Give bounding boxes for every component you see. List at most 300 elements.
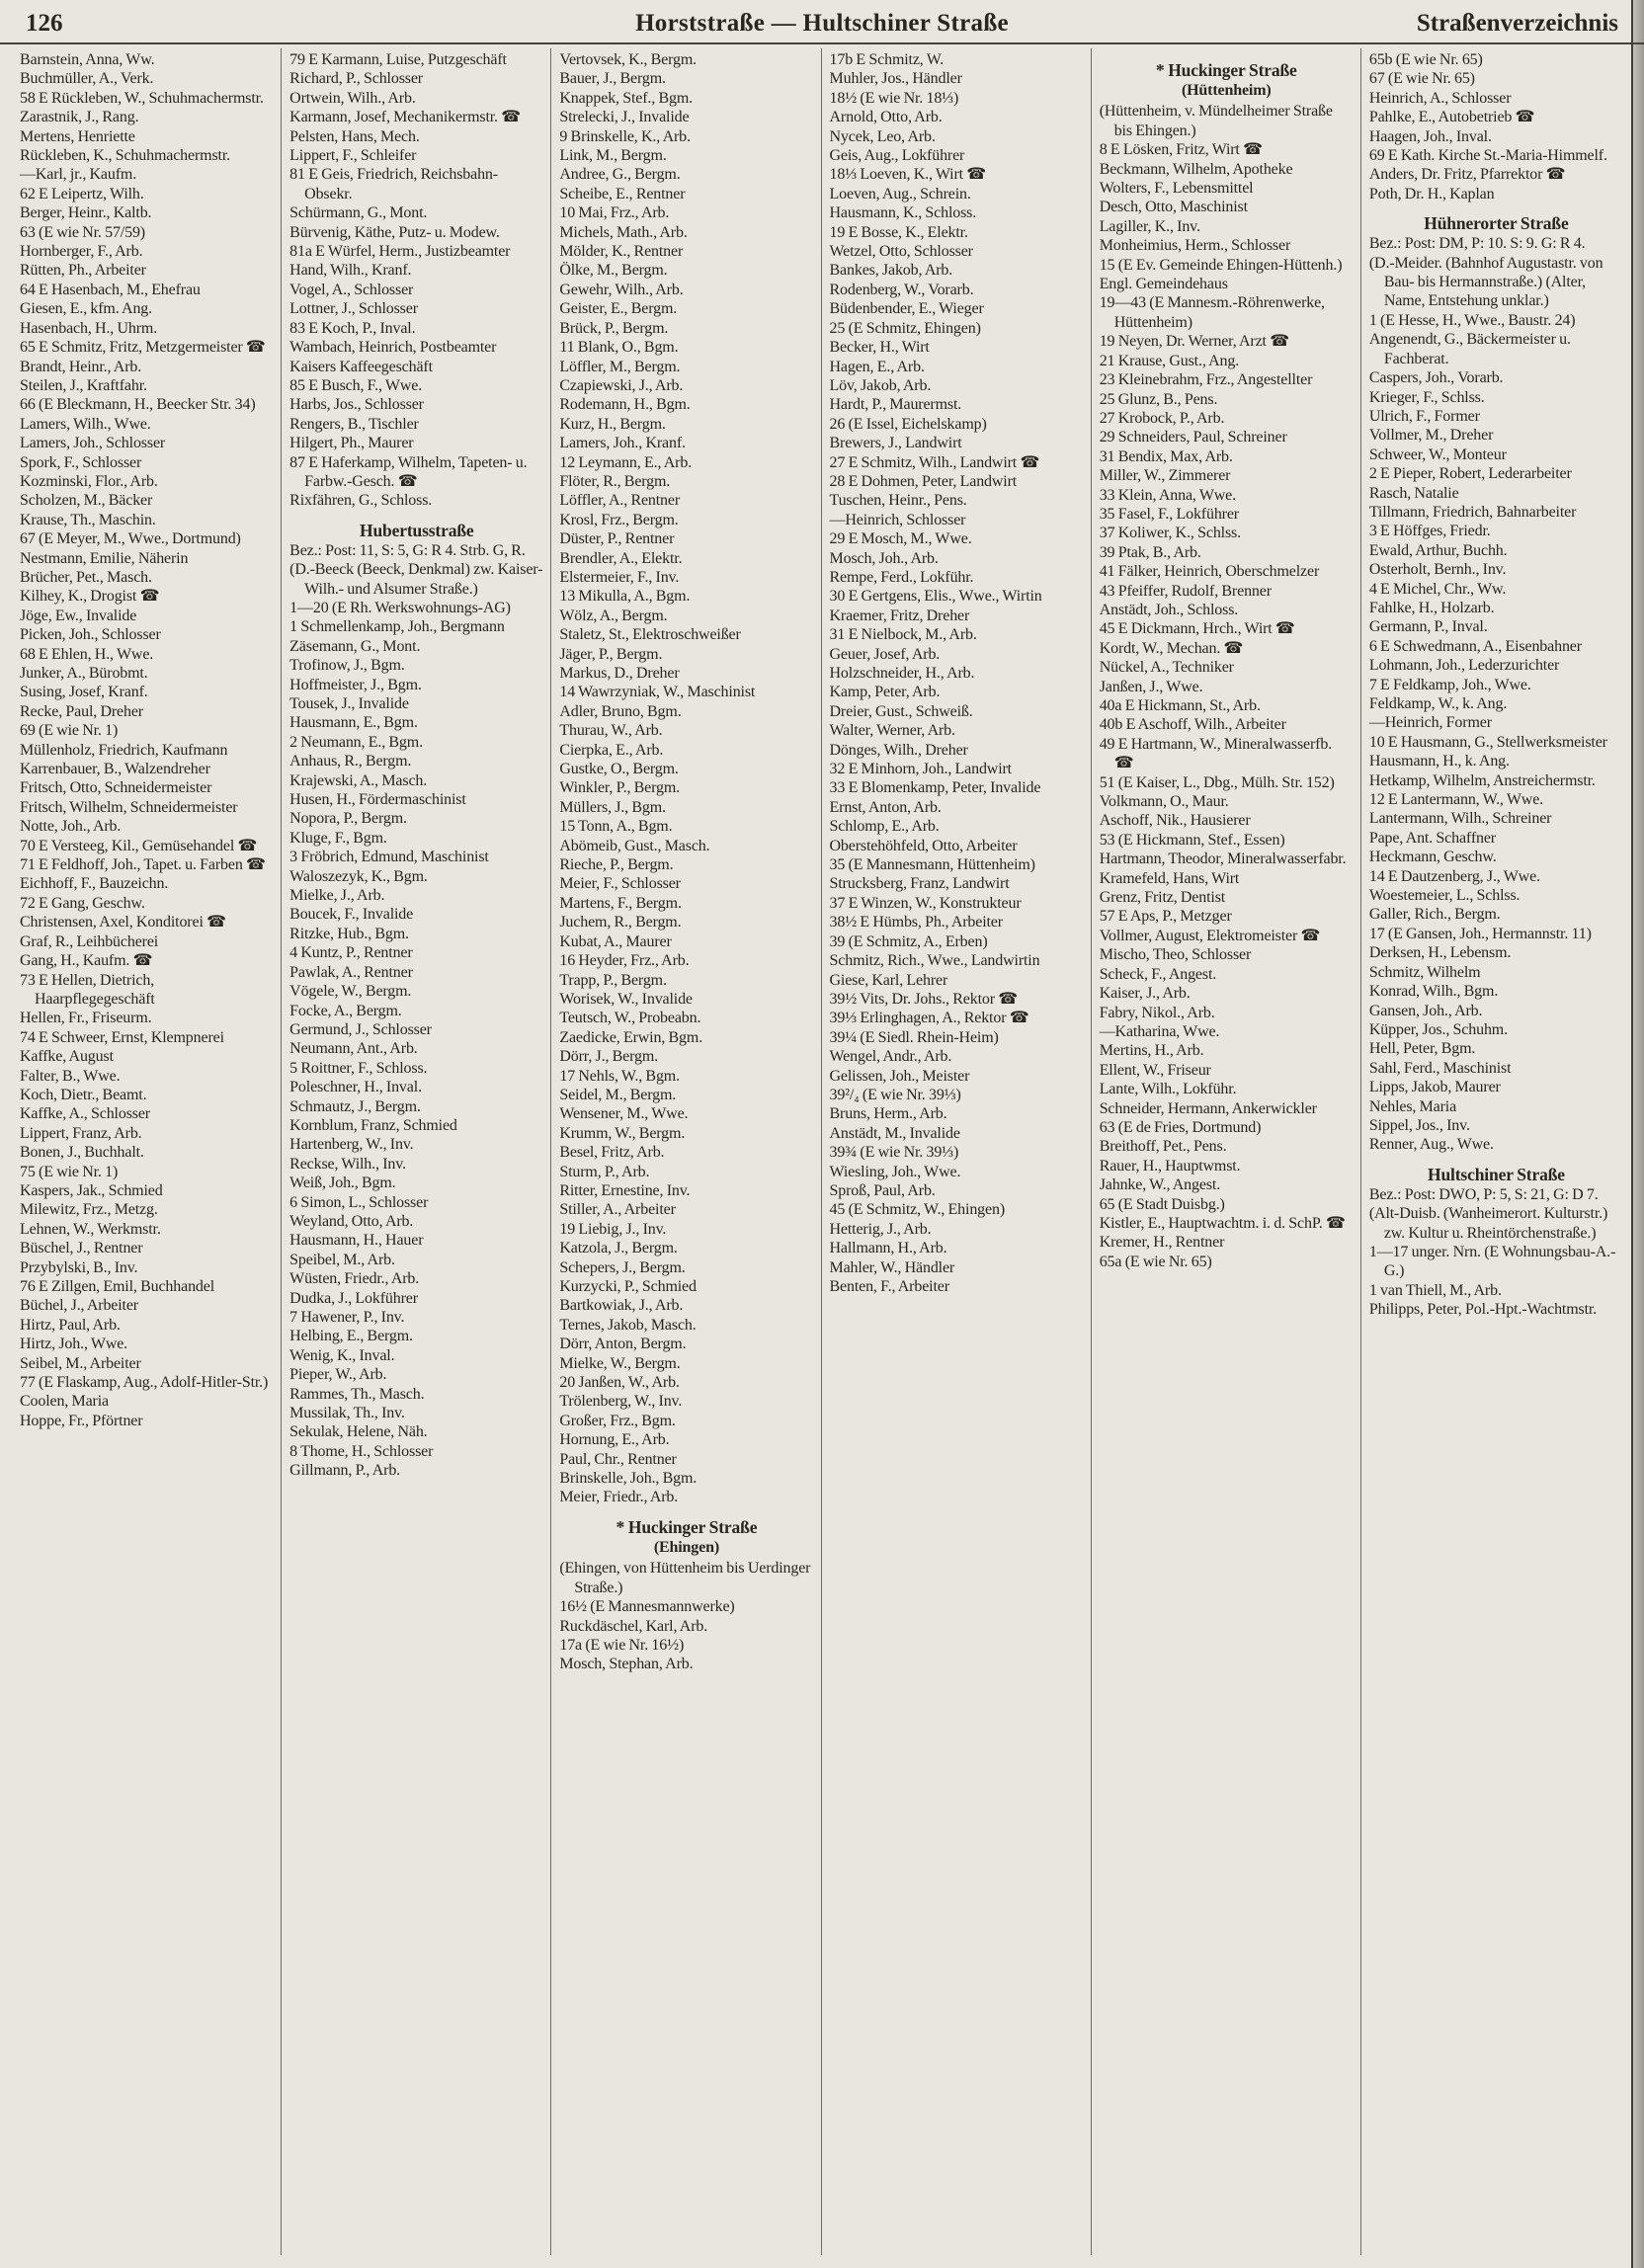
directory-entry: Kaffke, A., Schlosser [20, 1105, 150, 1123]
directory-entry: Hetterig, J., Arb. [829, 1220, 932, 1238]
directory-column-3 [551, 48, 821, 2255]
directory-entry: Staletz, St., Elektroschweißer [559, 626, 741, 644]
directory-entry: Großer, Frz., Bgm. [559, 1412, 676, 1429]
directory-entry: Kraemer, Fritz, Dreher [829, 607, 970, 624]
directory-entry: (Ehingen, von Hüttenheim bis Uerdinger Straße.) [559, 1560, 811, 1596]
directory-entry: Jäger, P., Bergm. [559, 645, 663, 663]
directory-entry: 19 Neyen, Dr. Werner, Arzt ☎ [1099, 333, 1289, 351]
directory-entry: Ölke, M., Bergm. [559, 262, 668, 280]
directory-entry: Schmitz, Wilhelm [1368, 963, 1481, 981]
directory-entry: 39¼ (E Siedl. Rhein-Heim) [829, 1028, 999, 1046]
directory-entry: Jöge, Ew., Invalide [20, 607, 137, 624]
directory-entry: Pawlak, A., Rentner [289, 963, 413, 981]
directory-entry: Hirtz, Joh., Wwe. [20, 1336, 128, 1353]
directory-entry: Mielke, W., Bergm. [559, 1354, 681, 1372]
directory-entry: Rodemann, H., Bgm. [559, 396, 691, 414]
directory-entry: Brandt, Heinr., Arb. [20, 358, 142, 375]
directory-entry: Hilgert, Ph., Maurer [289, 435, 414, 452]
directory-entry: Konrad, Wilh., Bgm. [1368, 983, 1499, 1001]
directory-entry: Ruckdäschel, Karl, Arb. [559, 1617, 708, 1635]
directory-entry: 65a (E wie Nr. 65) [1099, 1253, 1212, 1270]
directory-entry: Seibel, M., Arbeiter [20, 1354, 141, 1372]
directory-entry: Bez.: Post: DWO, P: 5, S: 21, G: D 7. [1368, 1185, 1599, 1203]
directory-entry: 3 Fröbrich, Edmund, Maschinist [289, 849, 489, 866]
directory-entry: Lippert, Franz, Arb. [20, 1124, 142, 1142]
directory-column-1 [12, 48, 282, 2255]
directory-entry: 35 Fasel, F., Lokführer [1099, 505, 1239, 523]
directory-entry: Tousek, J., Invalide [289, 695, 409, 712]
directory-entry: 69 (E wie Nr. 1) [20, 722, 119, 740]
directory-entry: Kremer, H., Rentner [1099, 1234, 1225, 1252]
directory-entry: —Heinrich, Former [1368, 714, 1492, 732]
directory-entry: Koch, Dietr., Beamt. [20, 1086, 147, 1103]
directory-entry: Kluge, F., Bgm. [289, 829, 387, 847]
directory-entry: Martens, F., Bergm. [559, 894, 682, 912]
directory-entry: Galler, Rich., Bergm. [1368, 906, 1501, 924]
directory-entry: Brewers, J., Landwirt [829, 435, 962, 452]
directory-entry: Link, M., Bergm. [559, 147, 667, 165]
directory-entry: Bauer, J., Bergm. [559, 70, 666, 88]
directory-entry: Meier, F., Schlosser [559, 875, 681, 893]
directory-entry: Junker, A., Bürobmt. [20, 665, 148, 682]
directory-entry: Hasenbach, H., Uhrm. [20, 319, 158, 337]
directory-entry: Wambach, Heinrich, Postbeamter [289, 339, 497, 357]
directory-entry: 63 (E wie Nr. 57/59) [20, 223, 145, 241]
directory-entry: Germund, J., Schlosser [289, 1020, 432, 1038]
directory-entry: 39²/₄ (E wie Nr. 39⅓) [829, 1086, 961, 1103]
directory-entry: Schweer, W., Monteur [1368, 446, 1507, 463]
directory-entry: 4 Kuntz, P., Rentner [289, 944, 413, 962]
directory-entry: Zaedicke, Erwin, Bgm. [559, 1028, 703, 1046]
directory-entry: 53 (E Hickmann, Stef., Essen) [1099, 831, 1285, 849]
directory-entry: 27 Krobock, P., Arb. [1099, 409, 1225, 427]
directory-entry: Besel, Fritz, Arb. [559, 1144, 665, 1162]
directory-entry: Miller, W., Zimmerer [1099, 467, 1231, 485]
directory-entry: Rixfähren, G., Schloss. [289, 492, 433, 510]
directory-entry: Zäsemann, G., Mont. [289, 637, 421, 655]
directory-entry: Bankes, Jakob, Arb. [829, 262, 953, 280]
directory-entry: Rückleben, K., Schuhmachermstr. [20, 147, 230, 165]
directory-entry: Hand, Wilh., Kranf. [289, 262, 412, 280]
directory-entry: Ortwein, Wilh., Arb. [289, 89, 416, 107]
directory-entry: 15 (E Ev. Gemeinde Ehingen-Hüttenh.) [1099, 256, 1343, 274]
directory-entry: Büchel, J., Arbeiter [20, 1297, 138, 1315]
directory-entry: 19—43 (E Mannesm.-Röhrenwerke, Hüttenheim) [1099, 294, 1325, 331]
directory-entry: Angenendt, G., Bäckermeister u. Fachberat. [1368, 331, 1571, 367]
directory-entry: Kordt, W., Mechan. ☎ [1099, 639, 1244, 657]
directory-entry: Reckse, Wilh., Inv. [289, 1155, 406, 1173]
directory-entry: 38½ E Hümbs, Ph., Arbeiter [829, 914, 1003, 932]
directory-entry: 4 E Michel, Chr., Ww. [1368, 580, 1507, 598]
directory-entry: Strucksberg, Franz, Landwirt [829, 875, 1010, 893]
directory-entry: 18⅓ Loeven, K., Wirt ☎ [829, 166, 987, 184]
directory-entry: Philipps, Peter, Pol.-Hpt.-Wachtmstr. [1368, 1301, 1598, 1319]
directory-entry: 71 E Feldhoff, Joh., Tapet. u. Farben ☎ [20, 856, 266, 874]
directory-entry: Neumann, Ant., Arb. [289, 1040, 418, 1058]
directory-column-6 [1361, 48, 1630, 2255]
directory-entry: 76 E Zillgen, Emil, Buchhandel [20, 1278, 215, 1295]
directory-entry: Waloszezyk, K., Bgm. [289, 867, 428, 885]
directory-entry: Focke, A., Bergm. [289, 1002, 402, 1019]
directory-entry: Cierpka, E., Arb. [559, 741, 664, 759]
directory-entry: Kramefeld, Hans, Wirt [1099, 869, 1240, 887]
directory-entry: Fahlke, H., Holzarb. [1368, 599, 1495, 616]
directory-entry: Hardt, P., Maurermst. [829, 396, 962, 414]
directory-entry: Nehles, Maria [1368, 1097, 1457, 1115]
directory-entry: Woestemeier, L., Schlss. [1368, 887, 1521, 905]
street-subheading: (Ehingen) [653, 1538, 720, 1556]
directory-entry: Mosch, Stephan, Arb. [559, 1656, 694, 1673]
directory-entry: Weyland, Otto, Arb. [289, 1212, 414, 1230]
directory-entry: 17 (E Gansen, Joh., Hermannstr. 11) [1368, 925, 1592, 942]
directory-entry: Lippert, F., Schleifer [289, 147, 417, 165]
directory-entry: Hartmann, Theodor, Mineralwasserfabr. [1099, 850, 1347, 868]
directory-entry: Oberstehöhfeld, Otto, Arbeiter [829, 837, 1018, 854]
directory-entry: Anhaus, R., Bergm. [289, 753, 412, 770]
directory-entry: Brendler, A., Elektr. [559, 549, 683, 567]
directory-entry: Gansen, Joh., Arb. [1368, 1002, 1483, 1019]
directory-entry: Zarastnik, J., Rang. [20, 109, 139, 126]
directory-entry: 65 (E Stadt Duisbg.) [1099, 1195, 1225, 1213]
directory-entry: 45 E Dickmann, Hrch., Wirt ☎ [1099, 620, 1295, 638]
directory-entry: 39 Ptak, B., Arb. [1099, 543, 1201, 561]
directory-entry: Kornblum, Franz, Schmied [289, 1116, 457, 1134]
directory-entry: Wensener, M., Wwe. [559, 1105, 689, 1123]
directory-entry: Geister, E., Bergm. [559, 300, 678, 318]
directory-entry: Tuschen, Heinr., Pens. [829, 492, 967, 510]
directory-entry: Winkler, P., Bergm. [559, 779, 681, 797]
directory-entry: 17 Nehls, W., Bgm. [559, 1067, 680, 1085]
directory-entry: 79 E Karmann, Luise, Putzgeschäft [289, 51, 507, 68]
directory-entry: Seidel, M., Bergm. [559, 1086, 677, 1103]
directory-entry: Rodenberg, W., Vorarb. [829, 281, 974, 298]
directory-entry: 58 E Rückleben, W., Schuhmachermstr. [20, 89, 264, 107]
directory-entry: Hell, Peter, Bgm. [1368, 1040, 1476, 1058]
directory-entry: Gustke, O., Bergm. [559, 761, 679, 778]
directory-entry: Schepers, J., Bergm. [559, 1258, 686, 1276]
directory-entry: 37 Koliwer, K., Schlss. [1099, 525, 1241, 542]
street-heading: Hubertusstraße [359, 520, 474, 540]
directory-entry: Pahlke, E., Autobetrieb ☎ [1368, 109, 1535, 126]
directory-entry: Fabry, Nikol., Arb. [1099, 1004, 1215, 1021]
directory-entry: 67 (E Meyer, M., Wwe., Dortmund) [20, 530, 241, 548]
directory-entry: Geis, Aug., Lokführer [829, 147, 965, 165]
directory-entry: 1—20 (E Rh. Werkswohnungs-AG) [289, 599, 511, 616]
directory-entry: 10 Mai, Frz., Arb. [559, 204, 670, 222]
directory-entry: Adler, Bruno, Bgm. [559, 702, 682, 720]
directory-entry: 68 E Ehlen, H., Wwe. [20, 645, 154, 663]
directory-entry: Lantermann, Wilh., Schreiner [1368, 810, 1552, 828]
directory-entry: Derksen, H., Lebensm. [1368, 944, 1512, 962]
directory-entry: Ewald, Arthur, Buchh. [1368, 541, 1508, 559]
directory-entry: Rauer, H., Hauptwmst. [1099, 1157, 1241, 1174]
directory-entry: Harbs, Jos., Schlosser [289, 396, 424, 414]
directory-entry: Notte, Joh., Arb. [20, 818, 122, 836]
directory-entry: 31 E Nielbock, M., Arb. [829, 626, 977, 644]
page-number: 126 [26, 10, 63, 37]
directory-entry: Elstermeier, F., Inv. [559, 568, 680, 586]
directory-entry: 73 E Hellen, Dietrich, Haarpflegegeschäft [20, 971, 155, 1008]
directory-entry: Monheimius, Herm., Schlosser [1099, 237, 1291, 255]
directory-entry: Dreier, Gust., Schweiß. [829, 702, 973, 720]
directory-entry: Breithoff, Pet., Pens. [1099, 1138, 1227, 1156]
directory-entry: (Hüttenheim, v. Mündelheimer Straße bis Ehingen.) [1099, 103, 1333, 139]
directory-entry: Feldkamp, W., k. Ang. [1368, 695, 1508, 712]
directory-entry: Kubat, A., Maurer [559, 932, 672, 950]
directory-entry: Sekulak, Helene, Näh. [289, 1423, 428, 1441]
directory-entry: Bürvenig, Käthe, Putz- u. Modew. [289, 223, 500, 241]
directory-entry: 17b E Schmitz, W. [829, 51, 945, 68]
directory-entry: 10 E Hausmann, G., Stellwerksmeister [1368, 733, 1607, 751]
directory-entry: Pape, Ant. Schaffner [1368, 829, 1496, 847]
directory-entry: Hausmann, K., Schloss. [829, 204, 977, 222]
directory-column-2 [282, 48, 551, 2255]
directory-entry: —Katharina, Wwe. [1099, 1022, 1220, 1040]
directory-entry: —Karl, jr., Kaufm. [20, 166, 137, 184]
directory-entry: Krieger, F., Schlss. [1368, 388, 1485, 406]
directory-entry: Renner, Aug., Wwe. [1368, 1136, 1494, 1154]
directory-entry: Przybylski, B., Inv. [20, 1258, 138, 1276]
directory-entry: Bartkowiak, J., Arb. [559, 1297, 684, 1315]
directory-entry: 67 (E wie Nr. 65) [1368, 70, 1475, 88]
directory-entry: Kurz, H., Bergm. [559, 415, 666, 433]
directory-entry: Müllers, J., Bgm. [559, 798, 666, 816]
directory-entry: Sturm, P., Arb. [559, 1163, 650, 1180]
directory-entry: Karrenbauer, B., Walzendreher [20, 761, 210, 778]
directory-entry: Strelecki, J., Invalide [559, 109, 690, 126]
directory-entry: Kaiser, J., Arb. [1099, 985, 1191, 1003]
directory-entry: Rengers, B., Tischler [289, 415, 419, 433]
directory-entry: 30 E Gertgens, Elis., Wwe., Wirtin [829, 588, 1042, 606]
directory-entry: Krosl, Frz., Bergm. [559, 511, 679, 528]
directory-entry: Dörr, J., Bergm. [559, 1048, 658, 1066]
directory-entry: Christensen, Axel, Konditorei ☎ [20, 914, 226, 932]
directory-entry: Haagen, Joh., Inval. [1368, 127, 1492, 145]
directory-entry: Scholzen, M., Bäcker [20, 492, 153, 510]
directory-entry: 19 E Bosse, K., Elektr. [829, 223, 968, 241]
directory-entry: Hausmann, H., Hauer [289, 1232, 424, 1250]
directory-entry: 25 Glunz, B., Pens. [1099, 390, 1218, 408]
directory-entry: Nestmann, Emilie, Näherin [20, 549, 189, 567]
directory-entry: Küpper, Jos., Schuhm. [1368, 1020, 1508, 1038]
directory-entry: Düster, P., Rentner [559, 530, 675, 548]
directory-entry: 85 E Busch, F., Wwe. [289, 376, 423, 394]
directory-entry: 39½ Vits, Dr. Johs., Rektor ☎ [829, 990, 1019, 1008]
directory-entry: Schmautz, J., Bergm. [289, 1097, 421, 1115]
directory-entry: Karmann, Josef, Mechanikermstr. ☎ [289, 109, 522, 126]
directory-entry: Scheck, F., Angest. [1099, 965, 1217, 983]
directory-entry: Katzola, J., Bergm. [559, 1240, 678, 1257]
directory-entry: Lehnen, W., Werkmstr. [20, 1220, 161, 1238]
directory-entry: Bez.: Post: 11, S: 5, G: R 4. Strb. G, R. [289, 541, 526, 559]
directory-entry: Milewitz, Frz., Metzg. [20, 1201, 158, 1219]
directory-entry: Nopora, P., Bergm. [289, 810, 407, 828]
directory-entry: Abömeib, Gust., Masch. [559, 837, 710, 854]
directory-entry: Czapiewski, J., Arb. [559, 376, 684, 394]
directory-entry: 27 E Schmitz, Wilh., Landwirt ☎ [829, 453, 1040, 471]
directory-entry: 7 Hawener, P., Inv. [289, 1309, 405, 1326]
directory-entry: Schürmann, G., Mont. [289, 204, 428, 222]
directory-entry: 39 (E Schmitz, A., Erben) [829, 932, 988, 950]
directory-entry: —Heinrich, Schlosser [829, 511, 966, 528]
directory-entry: Müllenholz, Friedrich, Kaufmann [20, 741, 228, 759]
directory-entry: 15 Tonn, A., Bgm. [559, 818, 673, 836]
directory-entry: Schmitz, Rich., Wwe., Landwirtin [829, 952, 1040, 970]
directory-entry: Rammes, Th., Masch. [289, 1385, 425, 1403]
page-header [0, 0, 1644, 44]
directory-entry: 6 Simon, L., Schlosser [289, 1193, 429, 1211]
directory-entry: Berger, Heinr., Kaltb. [20, 204, 152, 222]
directory-entry: Volkmann, O., Maur. [1099, 793, 1229, 811]
directory-entry: 57 E Aps, P., Metzger [1099, 908, 1232, 926]
directory-entry: Ernst, Anton, Arb. [829, 798, 942, 816]
directory-entry: Markus, D., Dreher [559, 665, 680, 682]
directory-entry: Eichhoff, F., Bauzeichn. [20, 875, 169, 893]
directory-column-4 [822, 48, 1092, 2255]
directory-entry: Vollmer, M., Dreher [1368, 427, 1494, 445]
directory-entry: Kilhey, K., Drogist ☎ [20, 588, 160, 606]
directory-entry: Vertovsek, K., Bergm. [559, 51, 697, 68]
directory-entry: Vögele, W., Bergm. [289, 983, 412, 1001]
directory-entry: Lottner, J., Schlosser [289, 300, 418, 318]
directory-entry: Anstädt, Joh., Schloss. [1099, 601, 1239, 618]
directory-entry: Hallmann, H., Arb. [829, 1240, 947, 1257]
directory-entry: Löffler, A., Rentner [559, 492, 681, 510]
directory-entry: 63 (E de Fries, Dortmund) [1099, 1118, 1262, 1136]
directory-entry: Mahler, W., Händler [829, 1258, 955, 1276]
directory-entry: Hartenberg, W., Inv. [289, 1136, 414, 1154]
directory-entry: Hausmann, E., Bgm. [289, 714, 418, 732]
directory-entry: 5 Roittner, F., Schloss. [289, 1059, 428, 1077]
directory-entry: Sproß, Paul, Arb. [829, 1181, 936, 1199]
directory-entry: Hoffmeister, J., Bgm. [289, 676, 422, 693]
directory-entry: Hoppe, Fr., Pförtner [20, 1412, 143, 1429]
directory-entry: Lante, Wilh., Lokführ. [1099, 1081, 1237, 1098]
directory-entry: 28 E Dohmen, Peter, Landwirt [829, 472, 1018, 490]
directory-entry: 40b E Aschoff, Wilh., Arbeiter [1099, 716, 1286, 734]
directory-entry: 51 (E Kaiser, L., Dbg., Mülh. Str. 152) [1099, 773, 1335, 791]
directory-entry: Lamers, Wilh., Wwe. [20, 415, 151, 433]
directory-entry: Wetzel, Otto, Schlosser [829, 243, 973, 261]
directory-entry: Giesen, E., kfm. Ang. [20, 300, 152, 318]
directory-entry: 45 (E Schmitz, W., Ehingen) [829, 1201, 1005, 1219]
directory-entry: Muhler, Jos., Händler [829, 70, 962, 88]
directory-entry: Recke, Paul, Dreher [20, 702, 143, 720]
directory-entry: 66 (E Bleckmann, H., Beecker Str. 34) [20, 396, 256, 414]
directory-entry: Mertens, Henriette [20, 127, 135, 145]
directory-entry: 49 E Hartmann, W., Mineralwasserfb. ☎ [1099, 735, 1333, 772]
directory-entry: Teutsch, W., Probeabn. [559, 1010, 701, 1027]
directory-entry: Brinskelle, Joh., Bgm. [559, 1470, 698, 1488]
directory-entry: Bez.: Post: DM, P: 10. S: 9. G: R 4. [1368, 235, 1586, 253]
directory-entry: Paul, Chr., Rentner [559, 1450, 677, 1468]
directory-entry: Falter, B., Wwe. [20, 1067, 121, 1085]
directory-entry: 9 Brinskelle, K., Arb. [559, 127, 691, 145]
directory-entry: Boucek, F., Invalide [289, 906, 414, 924]
directory-columns [0, 44, 1644, 2255]
directory-entry: Krajewski, A., Masch. [289, 771, 428, 789]
directory-entry: Krause, Th., Maschin. [20, 511, 156, 528]
directory-entry: Thurau, W., Arb. [559, 722, 663, 740]
directory-entry: (D.-Beeck (Beeck, Denkmal) zw. Kaiser-Wilh.- und Alsumer Straße.) [289, 561, 543, 598]
directory-entry: Dudka, J., Lokführer [289, 1289, 418, 1307]
directory-entry: 14 E Dautzenberg, J., Wwe. [1368, 867, 1540, 885]
directory-entry: Trofinow, J., Bgm. [289, 657, 405, 675]
directory-entry: Flöter, R., Bergm. [559, 472, 671, 490]
directory-entry: Aschoff, Nik., Hausierer [1099, 812, 1251, 830]
directory-entry: Steilen, J., Kraftfahr. [20, 376, 147, 394]
directory-entry: Büdenbender, E., Wieger [829, 300, 984, 318]
directory-entry: Bruns, Herm., Arb. [829, 1105, 947, 1123]
directory-entry: Kozminski, Flor., Arb. [20, 472, 158, 490]
directory-entry: Graf, R., Leihbücherei [20, 932, 159, 950]
directory-entry: 31 Bendix, Max, Arb. [1099, 447, 1233, 465]
directory-entry: Lamers, Joh., Kranf. [559, 435, 686, 452]
directory-entry: Richard, P., Schlosser [289, 70, 423, 88]
directory-entry: 81 E Geis, Friedrich, Reichsbahn-Obsekr. [289, 166, 498, 202]
directory-entry: 7 E Feldkamp, Joh., Wwe. [1368, 676, 1531, 693]
directory-entry: Kistler, E., Hauptwachtm. i. d. SchP. ☎ [1099, 1214, 1346, 1232]
directory-entry: 18½ (E wie Nr. 18⅓) [829, 89, 959, 107]
directory-entry: Spork, F., Schlosser [20, 453, 142, 471]
directory-entry: Dörr, Anton, Bergm. [559, 1336, 687, 1353]
directory-entry: Mielke, J., Arb. [289, 887, 385, 905]
directory-entry: Barnstein, Anna, Ww. [20, 51, 155, 68]
directory-entry: 33 E Blomenkamp, Peter, Invalide [829, 779, 1041, 797]
directory-entry: 16 Heyder, Frz., Arb. [559, 952, 690, 970]
directory-entry: Stiller, A., Arbeiter [559, 1201, 676, 1219]
directory-entry: 81a E Würfel, Herm., Justizbeamter [289, 243, 511, 261]
directory-entry: Anstädt, M., Invalide [829, 1124, 960, 1142]
directory-entry: 1 (E Hesse, H., Wwe., Baustr. 24) [1368, 311, 1576, 329]
directory-entry: Nückel, A., Techniker [1099, 659, 1234, 677]
directory-entry: Susing, Josef, Kranf. [20, 684, 148, 701]
directory-entry: Trölenberg, W., Inv. [559, 1393, 683, 1411]
directory-entry: 1 Schmellenkamp, Joh., Bergmann [289, 618, 505, 636]
directory-entry: 16½ (E Mannesmannwerke) [559, 1598, 735, 1616]
directory-entry: Ritzke, Hub., Bgm. [289, 925, 409, 942]
directory-entry: Giese, Karl, Lehrer [829, 971, 948, 989]
directory-entry: Desch, Otto, Maschinist [1099, 199, 1248, 216]
directory-entry: 29 Schneiders, Paul, Schreiner [1099, 429, 1287, 446]
directory-entry: 87 E Haferkamp, Wilhelm, Tapeten- u. Farbw.-Gesch. ☎ [289, 453, 528, 490]
directory-entry: Lamers, Joh., Schlosser [20, 435, 166, 452]
directory-entry: Vollmer, August, Elektromeister ☎ [1099, 927, 1321, 944]
directory-entry: Heckmann, Geschw. [1368, 849, 1497, 866]
directory-entry: 26 (E Issel, Eichelskamp) [829, 415, 987, 433]
directory-entry: Husen, H., Fördermaschinist [289, 791, 466, 809]
directory-entry: 11 Blank, O., Bgm. [559, 339, 679, 357]
directory-entry: Beckmann, Wilhelm, Apotheke [1099, 160, 1293, 178]
directory-entry: Osterholt, Bernh., Inv. [1368, 561, 1507, 579]
directory-entry: Fritsch, Wilhelm, Schneidermeister [20, 798, 238, 816]
directory-entry: Wolters, F., Lebensmittel [1099, 180, 1254, 198]
directory-entry: Dönges, Wilh., Dreher [829, 741, 968, 759]
street-subheading: (Hüttenheim) [1181, 82, 1272, 99]
directory-entry: 8 E Lösken, Fritz, Wirt ☎ [1099, 141, 1263, 159]
directory-entry: Brücher, Pet., Masch. [20, 568, 152, 586]
directory-entry: 32 E Minhorn, Joh., Landwirt [829, 761, 1012, 778]
directory-entry: 13 Mikulla, A., Bgm. [559, 588, 691, 606]
directory-entry: 39¾ (E wie Nr. 39⅓) [829, 1144, 959, 1162]
directory-entry: Rieche, P., Bergm. [559, 856, 674, 874]
directory-entry: 35 (E Mannesmann, Hüttenheim) [829, 856, 1035, 874]
directory-entry: Hetkamp, Wilhelm, Anstreichermstr. [1368, 771, 1596, 789]
directory-entry: Lagiller, K., Inv. [1099, 217, 1200, 235]
directory-entry: 77 (E Flaskamp, Aug., Adolf-Hitler-Str.) [20, 1374, 269, 1392]
directory-entry: 21 Krause, Gust., Ang. [1099, 352, 1240, 369]
directory-entry: Wenig, K., Inval. [289, 1346, 395, 1364]
